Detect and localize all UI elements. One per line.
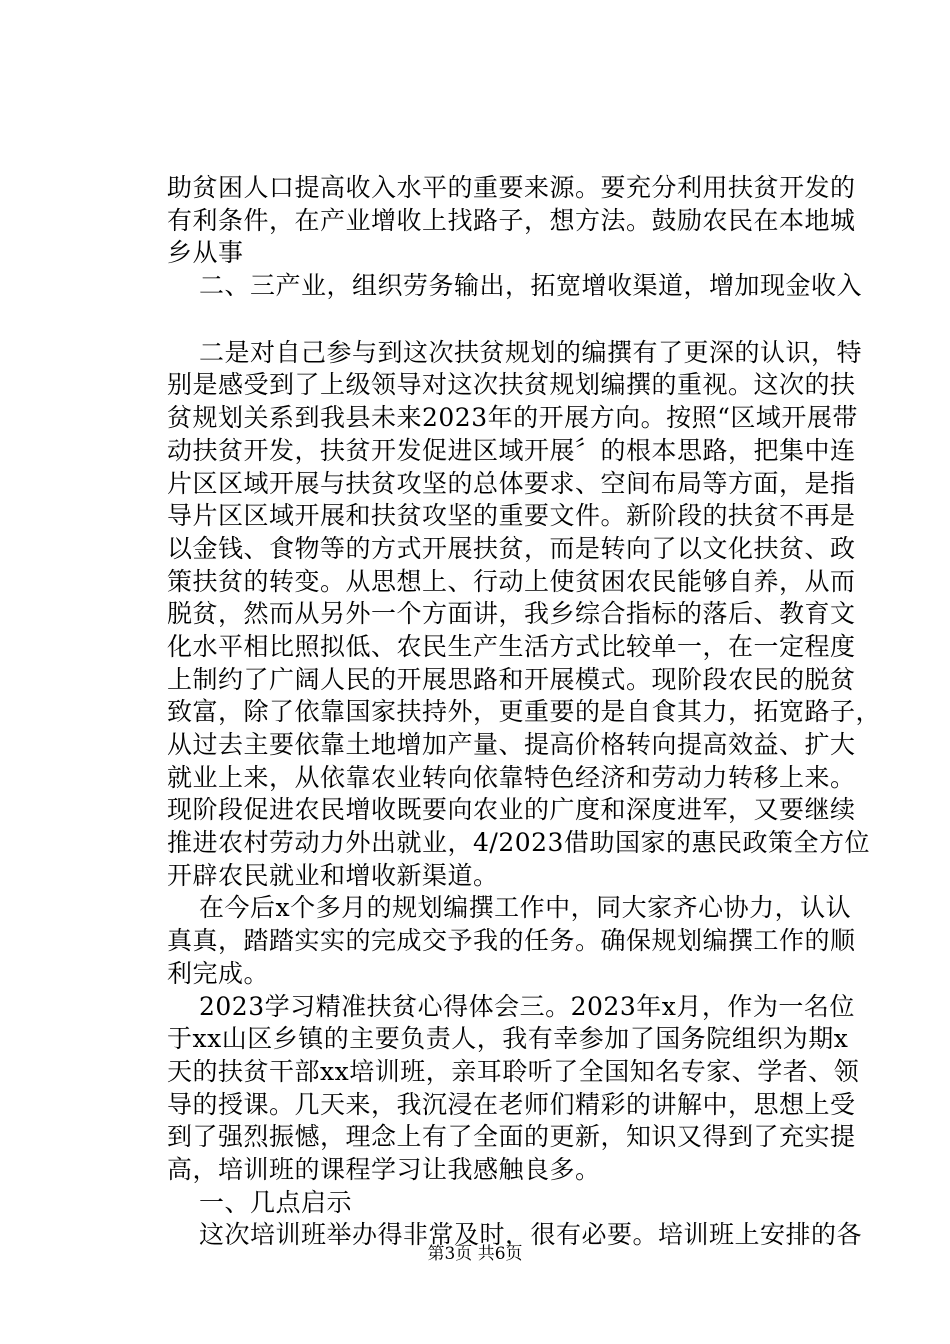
text-line: 助贫困人口提高收入水平的重要来源。要充分利用扶贫开发的: [167, 173, 856, 202]
text-line: 上制约了广阔人民的开展思路和开展模式。现阶段农民的脱贫: [167, 664, 856, 694]
text-line: 开辟农民就业和增收新渠道。: [167, 860, 499, 890]
text-line: 以金钱、食物等的方式开展扶贫，而是转向了以文化扶贫、政: [167, 533, 856, 563]
text-line: 推进农村劳动力外出就业，4/2023借助国家的惠民政策全方位: [167, 828, 870, 858]
text-line: 在今后x个多月的规划编撰工作中，同大家齐心协力，认认: [199, 893, 852, 923]
text-line: 脱贫，然而从另外一个方面讲，我乡综合指标的落后、教育文: [167, 599, 856, 629]
text-line: 二是对自己参与到这次扶贫规划的编撰有了更深的认识，特: [199, 337, 863, 367]
text-line: 到了强烈振憾，理念上有了全面的更新，知识又得到了充实提: [167, 1122, 856, 1152]
text-line: 从过去主要依靠土地增加产量、提高价格转向提高效益、扩大: [167, 730, 856, 759]
text-line: 有利条件，在产业增收上找路子，想方法。鼓励农民在本地城: [167, 205, 856, 235]
text-line: 就业上来，从依靠农业转向依靠特色经济和劳动力转移上来。: [167, 762, 856, 792]
text-line: 策扶贫的转变。从思想上、行动上使贫困农民能够自养，从而: [167, 566, 856, 596]
text-line: 贫规划关系到我县未来2023年的开展方向。按照“区域开展带: [167, 403, 858, 433]
text-line: 天的扶贫干部xx培训班，亲耳聆听了全国知名专家、学者、领: [167, 1056, 860, 1086]
text-line: 现阶段促进农民增收既要向农业的广度和深度进军，又要继续: [167, 795, 856, 825]
text-line: 致富，除了依靠国家扶持外，更重要的是自食其力，拓宽路子，: [167, 697, 882, 727]
text-line: 真真，踏踏实实的完成交予我的任务。确保规划编撰工作的顺: [167, 926, 856, 956]
text-line: 2023学习精准扶贫心得体会三。2023年x月，作为一名位: [199, 991, 855, 1021]
text-line: 别是感受到了上级领导对这次扶贫规划编撰的重视。这次的扶: [167, 370, 856, 400]
text-line: 利完成。: [167, 958, 270, 988]
text-line: 导的授课。几天来，我沉浸在老师们精彩的讲解中，思想上受: [167, 1089, 856, 1119]
text-line: 乡从事: [167, 238, 244, 268]
text-line: 二、三产业，组织劳务输出，拓宽增收渠道，增加现金收入: [199, 271, 863, 301]
paragraph-gap: [167, 303, 835, 337]
text-line: 导片区区域开展和扶贫攻坚的重要文件。新阶段的扶贫不再是: [167, 501, 856, 531]
text-line: 动扶贫开发，扶贫开发促进区域开展〞的根本思路，把集中连: [167, 435, 856, 465]
text-line: 片区区域开展与扶贫攻坚的总体要求、空间布局等方面，是指: [167, 468, 856, 498]
section-heading: 一、几点启示: [199, 1187, 353, 1217]
text-line: 化水平相比照拟低、农民生产生活方式比较单一，在一定程度: [167, 631, 856, 661]
page-number-footer: 第3页 共6页: [427, 1244, 523, 1264]
text-line: 高，培训班的课程学习让我感触良多。: [167, 1154, 601, 1184]
text-line: 这次培训班举办得非常及时，很有必要。培训班上安排的各: [199, 1220, 863, 1250]
body-text: [167, 172, 882, 1252]
text-line: 于xx山区乡镇的主要负责人，我有幸参加了国务院组织为期x: [167, 1024, 849, 1054]
